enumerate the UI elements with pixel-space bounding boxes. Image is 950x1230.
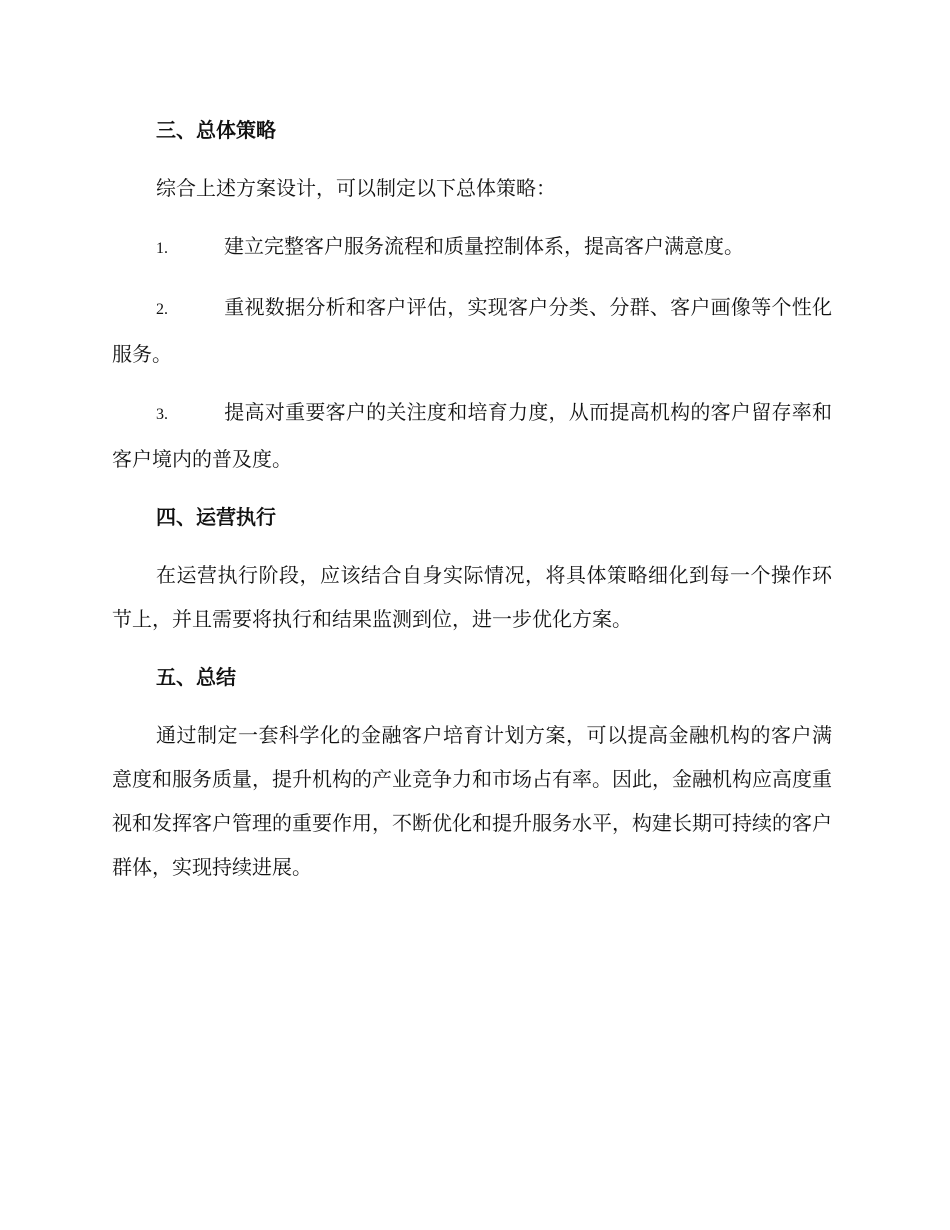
list-text: 重视数据分析和客户评估，实现客户分类、分群、客户画像等个性化服务。 xyxy=(112,295,832,366)
list-number: 2. xyxy=(156,301,168,318)
summary-body: 通过制定一套科学化的金融客户培育计划方案，可以提高金融机构的客户满意度和服务质量，提升机构的产业竞争力和市场占有率。因此，金融机构应高度重视和发挥客户管理的重要作用，不断优化和提升服务水平，构建长期可持续的客户群体，实现持续进展。 xyxy=(112,723,832,879)
list-number: 3. xyxy=(156,406,168,423)
strategy-item-1 xyxy=(112,224,832,271)
list-text: 提高对重要客户的关注度和培育力度，从而提高机构的客户留存率和客户境内的普及度。 xyxy=(112,400,832,471)
section-heading-strategy: 三、总体策略 xyxy=(156,118,276,142)
section-heading-operations: 四、运营执行 xyxy=(156,505,276,529)
list-number: 1. xyxy=(156,240,168,257)
strategy-item-2 xyxy=(112,285,832,376)
document-page xyxy=(112,108,832,889)
section-heading-summary: 五、总结 xyxy=(156,665,236,689)
operations-body: 在运营执行阶段，应该结合自身实际情况，将具体策略细化到每一个操作环节上，并且需要将执行和结果监测到位，进一步优化方案。 xyxy=(112,563,832,631)
strategy-intro: 综合上述方案设计，可以制定以下总体策略： xyxy=(156,176,556,200)
strategy-item-3 xyxy=(112,390,832,481)
list-text: 建立完整客户服务流程和质量控制体系，提高客户满意度。 xyxy=(224,234,744,258)
